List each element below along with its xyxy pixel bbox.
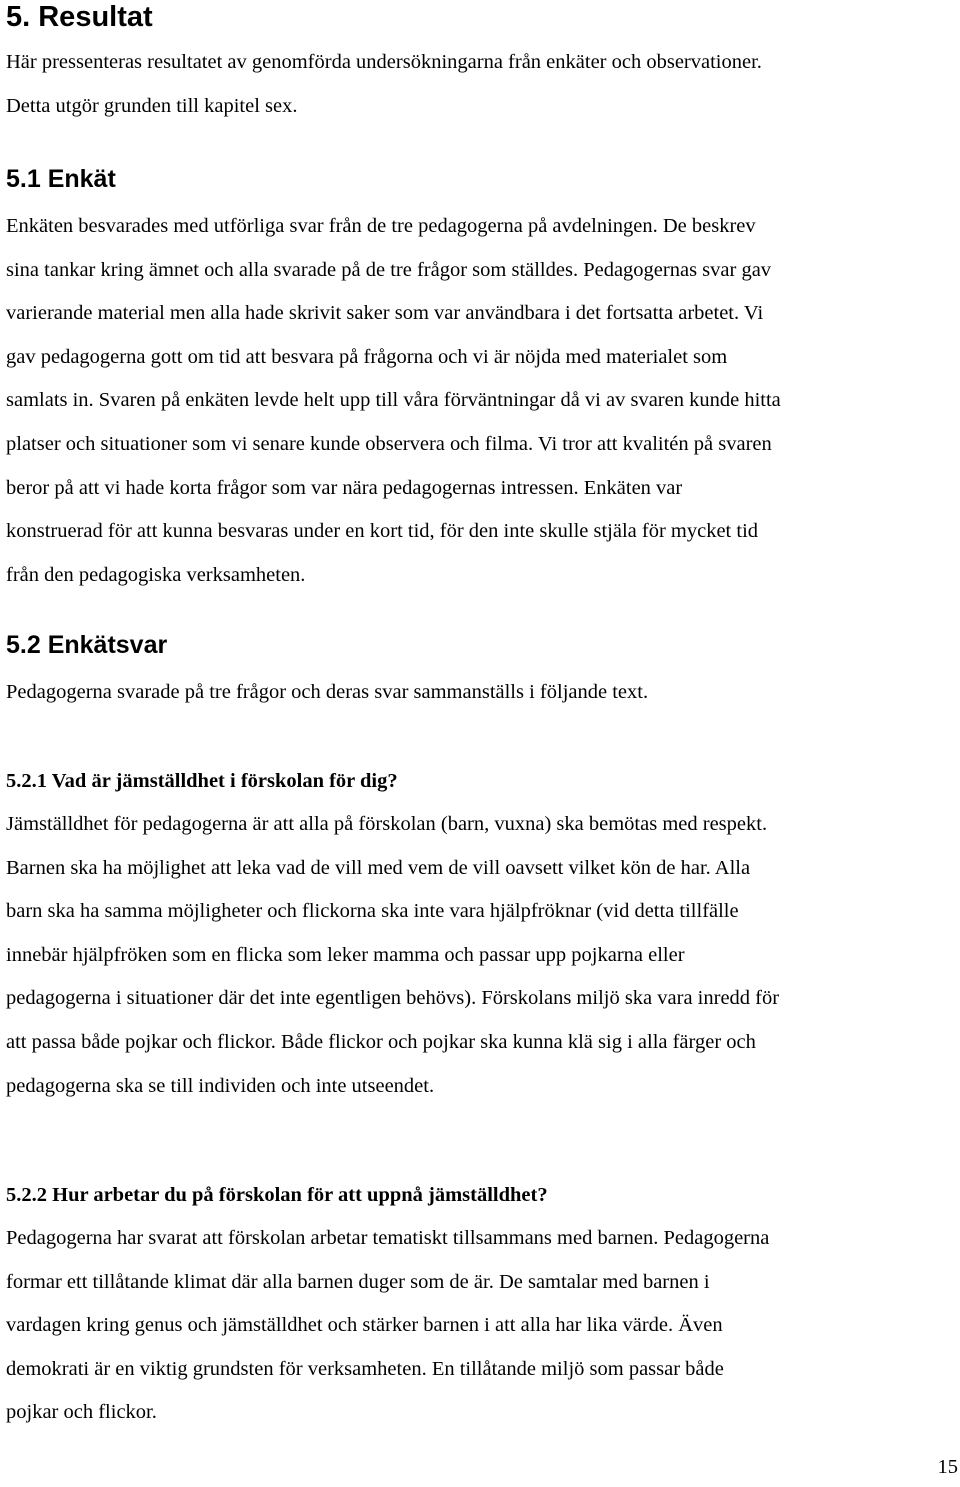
paragraph-line: konstruerad för att kunna besvaras under en kort tid, för den inte skulle stjäla för mycket tid: [6, 520, 759, 543]
page-number: 15: [937, 1456, 958, 1478]
paragraph-line: gav pedagogerna gott om tid att besvara på frågorna och vi är nöjda med materialet som: [6, 345, 728, 368]
paragraph-line: Detta utgör grunden till kapitel sex.: [6, 94, 298, 117]
paragraph-line: varierande material men alla hade skrivit saker som var användbara i det fortsatta arbetet. Vi: [6, 302, 764, 325]
paragraph-line: Jämställdhet för pedagogerna är att alla på förskolan (barn, vuxna) ska bemötas med respekt.: [6, 813, 768, 835]
paragraph-line: Pedagogerna svarade på tre frågor och deras svar sammanställs i följande text.: [6, 681, 649, 703]
paragraph-line: från den pedagogiska verksamheten.: [6, 563, 306, 586]
heading-resultat: 5. Resultat: [6, 1, 153, 33]
heading-question-2: 5.2.2 Hur arbetar du på förskolan för att uppnå jämställdhet?: [6, 1184, 548, 1206]
heading-question-1: 5.2.1 Vad är jämställdhet i förskolan för dig?: [6, 770, 398, 792]
enkat-paragraph: [6, 205, 781, 597]
heading-enkat: 5.1 Enkät: [6, 165, 116, 193]
paragraph-line: Barnen ska ha möjlighet att leka vad de vill med vem de vill oavsett vilket kön de har. Alla: [6, 856, 751, 879]
question-2-paragraph: [6, 1217, 769, 1435]
paragraph-line: Enkäten besvarades med utförliga svar från de tre pedagogerna på avdelningen. De beskrev: [6, 215, 756, 237]
paragraph-line: barn ska ha samma möjligheter och flickorna ska inte vara hjälpfröknar (vid detta tillfälle: [6, 900, 739, 923]
paragraph-line: platser och situationer som vi senare kunde observera och filma. Vi tror att kvalitén på svaren: [6, 432, 772, 455]
heading-enkatsvar: 5.2 Enkätsvar: [6, 631, 168, 659]
paragraph-line: beror på att vi hade korta frågor som var nära pedagogernas intressen. Enkäten var: [6, 476, 683, 499]
paragraph-line: sina tankar kring ämnet och alla svarade på de tre frågor som ställdes. Pedagogernas svar gav: [6, 258, 772, 281]
paragraph-line: Pedagogerna har svarat att förskolan arbetar tematiskt tillsammans med barnen. Pedagogerna: [6, 1227, 770, 1249]
paragraph-line: samlats in. Svaren på enkäten levde helt upp till våra förväntningar då vi av svaren kunde hitta: [6, 389, 781, 412]
paragraph-line: demokrati är en viktig grundsten för verksamheten. En tillåtande miljö som passar både: [6, 1357, 724, 1380]
enkatsvar-paragraph: [6, 671, 648, 715]
paragraph-line: pedagogerna i situationer där det inte egentligen behövs). Förskolans miljö ska vara inredd för: [6, 987, 780, 1010]
paragraph-line: pedagogerna ska se till individen och inte utseendet.: [6, 1074, 435, 1097]
paragraph-line: formar ett tillåtande klimat där alla barnen duger som de är. De samtalar med barnen i: [6, 1270, 710, 1293]
paragraph-line: Här pressenteras resultatet av genomförda undersökningarna från enkäter och observationer.: [6, 51, 762, 73]
paragraph-line: vardagen kring genus och jämställdhet och stärker barnen i att alla har lika värde. Även: [6, 1314, 723, 1337]
paragraph-line: att passa både pojkar och flickor. Både flickor och pojkar ska kunna klä sig i alla färger och: [6, 1030, 756, 1053]
question-1-paragraph: [6, 803, 779, 1108]
paragraph-line: innebär hjälpfröken som en flicka som leker mamma och passar upp pojkarna eller: [6, 943, 685, 966]
paragraph-line: pojkar och flickor.: [6, 1401, 157, 1424]
intro-paragraph: [6, 41, 762, 128]
